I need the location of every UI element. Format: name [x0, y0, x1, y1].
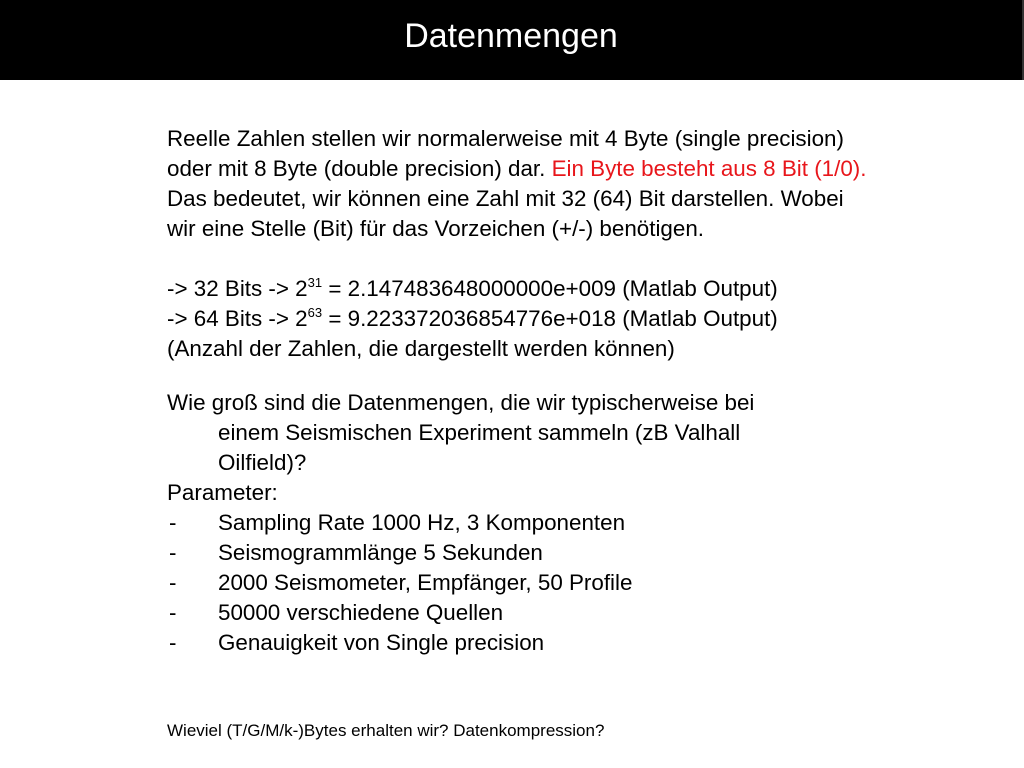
spacer [167, 244, 967, 274]
byte-definition-highlight: Ein Byte besteht aus 8 Bit (1/0). [551, 156, 867, 181]
parameter-item-text: 50000 verschiedene Quellen [218, 600, 504, 625]
intro-line-2 [167, 154, 967, 184]
parameter-label: Parameter: [167, 480, 278, 505]
parameter-item-text: Seismogrammlänge 5 Sekunden [218, 540, 543, 565]
intro-line-1: Reelle Zahlen stellen wir normalerweise mit 4 Byte (single precision) [167, 126, 844, 151]
bullet-dash: - [169, 630, 177, 655]
parameter-item [167, 508, 967, 538]
spacer [167, 364, 967, 388]
formula-32-exponent: 31 [307, 274, 323, 290]
question-line-2: einem Seismischen Experiment sammeln (zB Valhall [218, 420, 741, 445]
bullet-dash: - [169, 600, 177, 625]
bullet-dash: - [169, 570, 177, 595]
parameter-item [167, 628, 967, 658]
formula-block [167, 274, 967, 364]
parameter-item [167, 598, 967, 628]
title-bar [0, 0, 1024, 80]
parameter-item [167, 568, 967, 598]
closing-question: Wieviel (T/G/M/k-)Bytes erhalten wir? Datenkompression? [167, 721, 605, 740]
question-line-1: Wie groß sind die Datenmengen, die wir typischerweise bei [167, 390, 755, 415]
question-paragraph [167, 388, 967, 478]
intro-line-2-text: oder mit 8 Byte (double precision) dar. [167, 156, 552, 181]
formula-32-bit [167, 274, 967, 304]
intro-paragraph [167, 124, 967, 244]
formula-note: (Anzahl der Zahlen, die dargestellt werden können) [167, 336, 675, 361]
question-line-3: Oilfield)? [218, 450, 307, 475]
formula-32-prefix: -> 32 Bits -> 2 [167, 276, 308, 301]
slide-title: Datenmengen [404, 17, 618, 55]
parameter-item-text: 2000 Seismometer, Empfänger, 50 Profile [218, 570, 633, 595]
bullet-dash: - [169, 540, 177, 565]
slide-content [167, 124, 967, 658]
parameter-item-text: Genauigkeit von Single precision [218, 630, 545, 655]
formula-32-result: = 2.147483648000000e+009 (Matlab Output) [322, 276, 778, 301]
parameter-item-text: Sampling Rate 1000 Hz, 3 Komponenten [218, 510, 626, 535]
parameter-item [167, 538, 967, 568]
formula-64-result: = 9.223372036854776e+018 (Matlab Output) [322, 306, 778, 331]
formula-64-prefix: -> 64 Bits -> 2 [167, 306, 308, 331]
bullet-dash: - [169, 510, 177, 535]
formula-64-bit [167, 304, 967, 334]
parameter-list [167, 508, 967, 658]
formula-64-exponent: 63 [307, 304, 323, 320]
intro-line-3: Das bedeutet, wir können eine Zahl mit 32 (64) Bit darstellen. Wobei [167, 186, 844, 211]
intro-line-4: wir eine Stelle (Bit) für das Vorzeichen (+/-) benötigen. [167, 216, 705, 241]
